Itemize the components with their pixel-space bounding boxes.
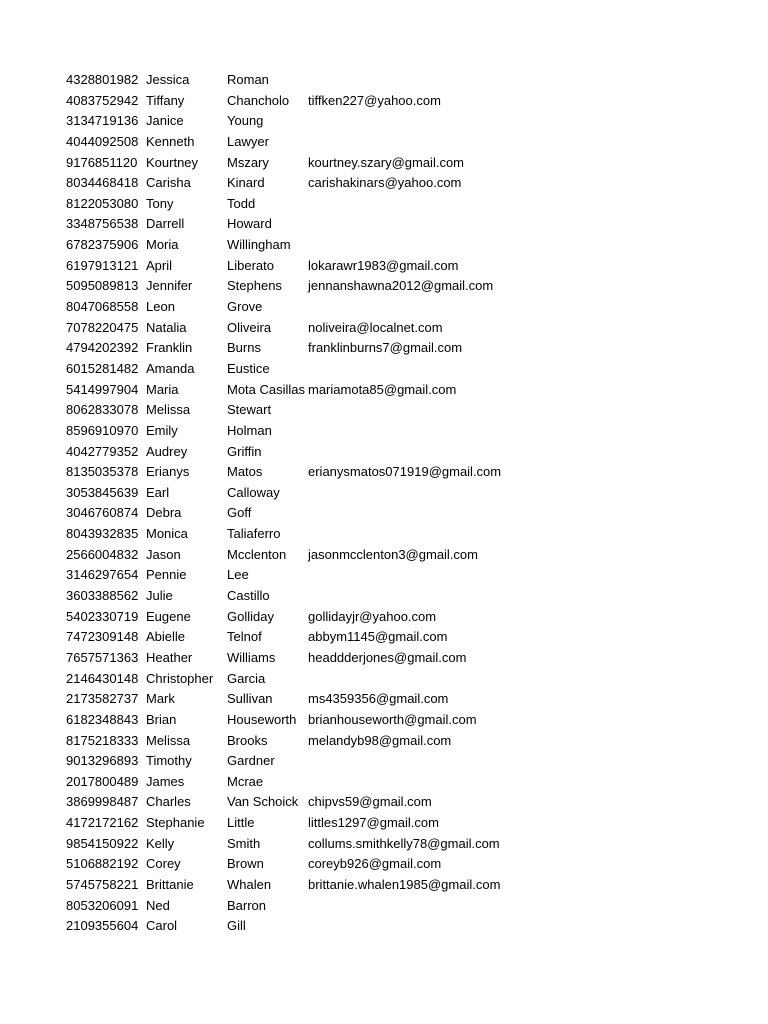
first-name: Christopher: [146, 670, 214, 686]
first-name: Mark: [146, 691, 175, 707]
first-name: Kourtney: [146, 154, 199, 170]
phone-number: 8175218333: [66, 732, 139, 748]
last-name: Van Schoick: [227, 794, 299, 810]
first-name: Heather: [146, 649, 193, 665]
last-name: Todd: [227, 195, 256, 211]
phone-number: 8047068558: [66, 299, 139, 315]
phone-number: 2146430148: [66, 670, 139, 686]
last-name: Burns: [227, 340, 261, 356]
phone-number: 7078220475: [66, 319, 139, 335]
phone-number: 8122053080: [66, 195, 139, 211]
phone-number: 3348756538: [66, 216, 139, 232]
first-name: Pennie: [146, 567, 187, 583]
phone-number: 3869998487: [66, 794, 139, 810]
phone-number: 2173582737: [66, 691, 139, 707]
first-name: Emily: [146, 422, 178, 438]
last-name: Kinard: [227, 175, 265, 191]
last-name: Smith: [227, 835, 261, 851]
first-name: Erianys: [146, 464, 190, 480]
last-name: Calloway: [227, 484, 280, 500]
first-name: Brittanie: [146, 876, 194, 892]
last-name: Brown: [227, 856, 264, 872]
phone-number: 3053845639: [66, 484, 139, 500]
first-name: Corey: [146, 856, 181, 872]
phone-number: 6782375906: [66, 237, 139, 253]
phone-number: 6015281482: [66, 360, 139, 376]
email-address: abbym1145@gmail.com: [308, 629, 448, 645]
last-name: Lee: [227, 567, 249, 583]
phone-number: 8135035378: [66, 464, 139, 480]
first-name: Timothy: [146, 753, 192, 769]
phone-number: 4172172162: [66, 815, 139, 831]
email-address: coreyb926@gmail.com: [308, 856, 442, 872]
first-name: Tony: [146, 195, 174, 211]
phone-number: 5745758221: [66, 876, 139, 892]
first-name: Julie: [146, 588, 173, 604]
first-name: Jessica: [146, 72, 190, 87]
phone-number: 3603388562: [66, 588, 139, 604]
last-name: Willingham: [227, 237, 291, 253]
phone-number: 2566004832: [66, 546, 139, 562]
last-name: Mszary: [227, 154, 269, 170]
last-name: Stewart: [227, 402, 272, 418]
email-address: tiffken227@yahoo.com: [308, 92, 441, 108]
first-name: Carol: [146, 918, 178, 934]
email-address: noliveira@localnet.com: [308, 319, 443, 335]
first-name: Natalia: [146, 319, 187, 335]
first-name: Leon: [146, 299, 175, 315]
first-name: Jennifer: [146, 278, 193, 294]
email-address: erianysmatos071919@gmail.com: [308, 464, 502, 480]
last-name: Mota Casillas: [227, 381, 306, 397]
phone-number: 5106882192: [66, 856, 139, 872]
first-name: James: [146, 773, 185, 789]
phone-number: 2017800489: [66, 773, 139, 789]
phone-number: 3134719136: [66, 113, 139, 129]
first-name: Audrey: [146, 443, 188, 459]
first-name: Debra: [146, 505, 182, 521]
phone-number: 9176851120: [66, 154, 138, 170]
first-name: Tiffany: [146, 92, 185, 108]
first-name: Charles: [146, 794, 191, 810]
last-name: Eustice: [227, 360, 270, 376]
phone-number: 8053206091: [66, 897, 139, 913]
first-name: Monica: [146, 526, 188, 542]
last-name: Mcclenton: [227, 546, 287, 562]
first-name: Jason: [146, 546, 181, 562]
phone-number: 9854150922: [66, 835, 139, 851]
email-address: melandyb98@gmail.com: [308, 732, 452, 748]
phone-number: 4083752942: [66, 92, 139, 108]
last-name: Houseworth: [227, 711, 297, 727]
last-name: Griffin: [227, 443, 262, 459]
phone-number: 6197913121: [66, 257, 139, 273]
last-name: Sullivan: [227, 691, 273, 707]
email-address: jennanshawna2012@gmail.com: [308, 278, 494, 294]
phone-number: 8596910970: [66, 422, 139, 438]
phone-number: 8062833078: [66, 402, 139, 418]
last-name: Chancholo: [227, 92, 290, 108]
first-name: Earl: [146, 484, 170, 500]
first-name: Brian: [146, 711, 177, 727]
email-address: collums.smithkelly78@gmail.com: [308, 835, 500, 851]
phone-number: 5095089813: [66, 278, 139, 294]
phone-number: 2109355604: [66, 918, 139, 934]
email-address: brittanie.whalen1985@gmail.com: [308, 876, 501, 892]
first-name: Carisha: [146, 175, 191, 191]
email-address: gollidayjr@yahoo.com: [308, 608, 437, 624]
first-name: Amanda: [146, 360, 195, 376]
phone-number: 4042779352: [66, 443, 139, 459]
phone-number: 5402330719: [66, 608, 139, 624]
email-address: mariamota85@gmail.com: [308, 381, 457, 397]
last-name: Little: [227, 815, 255, 831]
last-name: Telnof: [227, 629, 262, 645]
phone-number: 4328801982: [66, 72, 139, 87]
last-name: Mcrae: [227, 773, 264, 789]
last-name: Gill: [227, 918, 246, 934]
first-name: Eugene: [146, 608, 191, 624]
email-address: brianhouseworth@gmail.com: [308, 711, 477, 727]
first-name: Maria: [146, 381, 179, 397]
last-name: Grove: [227, 299, 263, 315]
last-name: Howard: [227, 216, 272, 232]
email-address: headdderjones@gmail.com: [308, 649, 467, 665]
phone-number: 4794202392: [66, 340, 139, 356]
last-name: Garcia: [227, 670, 266, 686]
last-name: Castillo: [227, 588, 270, 604]
email-address: carishakinars@yahoo.com: [308, 175, 462, 191]
email-address: jasonmcclenton3@gmail.com: [308, 546, 478, 562]
last-name: Barron: [227, 897, 267, 913]
phone-number: 8034468418: [66, 175, 139, 191]
first-name: Kelly: [146, 835, 175, 851]
first-name: Melissa: [146, 732, 191, 748]
first-name: Abielle: [146, 629, 186, 645]
last-name: Matos: [227, 464, 263, 480]
phone-number: 7657571363: [66, 649, 139, 665]
first-name: Franklin: [146, 340, 193, 356]
first-name: Janice: [146, 113, 184, 129]
last-name: Williams: [227, 649, 276, 665]
first-name: Melissa: [146, 402, 191, 418]
first-name: Moria: [146, 237, 179, 253]
email-address: lokarawr1983@gmail.com: [308, 257, 459, 273]
last-name: Brooks: [227, 732, 268, 748]
first-name: Stephanie: [146, 815, 205, 831]
phone-number: 7472309148: [66, 629, 139, 645]
phone-number: 9013296893: [66, 753, 139, 769]
last-name: Liberato: [227, 257, 274, 273]
email-address: franklinburns7@gmail.com: [308, 340, 463, 356]
last-name: Lawyer: [227, 133, 269, 149]
last-name: Taliaferro: [227, 526, 281, 542]
last-name: Whalen: [227, 876, 272, 892]
phone-number: 3146297654: [66, 567, 139, 583]
last-name: Young: [227, 113, 264, 129]
last-name: Roman: [227, 72, 269, 87]
first-name: Ned: [146, 897, 170, 913]
phone-number: 4044092508: [66, 133, 139, 149]
last-name: Oliveira: [227, 319, 272, 335]
email-address: chipvs59@gmail.com: [308, 794, 432, 810]
phone-number: 8043932835: [66, 526, 139, 542]
last-name: Golliday: [227, 608, 274, 624]
phone-number: 3046760874: [66, 505, 139, 521]
phone-number: 6182348843: [66, 711, 139, 727]
last-name: Goff: [227, 505, 252, 521]
email-address: kourtney.szary@gmail.com: [308, 154, 464, 170]
first-name: Darrell: [146, 216, 185, 232]
email-address: ms4359356@gmail.com: [308, 691, 449, 707]
first-name: April: [146, 257, 173, 273]
last-name: Gardner: [227, 753, 275, 769]
last-name: Holman: [227, 422, 272, 438]
email-address: littles1297@gmail.com: [308, 815, 439, 831]
last-name: Stephens: [227, 278, 282, 294]
first-name: Kenneth: [146, 133, 195, 149]
phone-number: 5414997904: [66, 381, 139, 397]
